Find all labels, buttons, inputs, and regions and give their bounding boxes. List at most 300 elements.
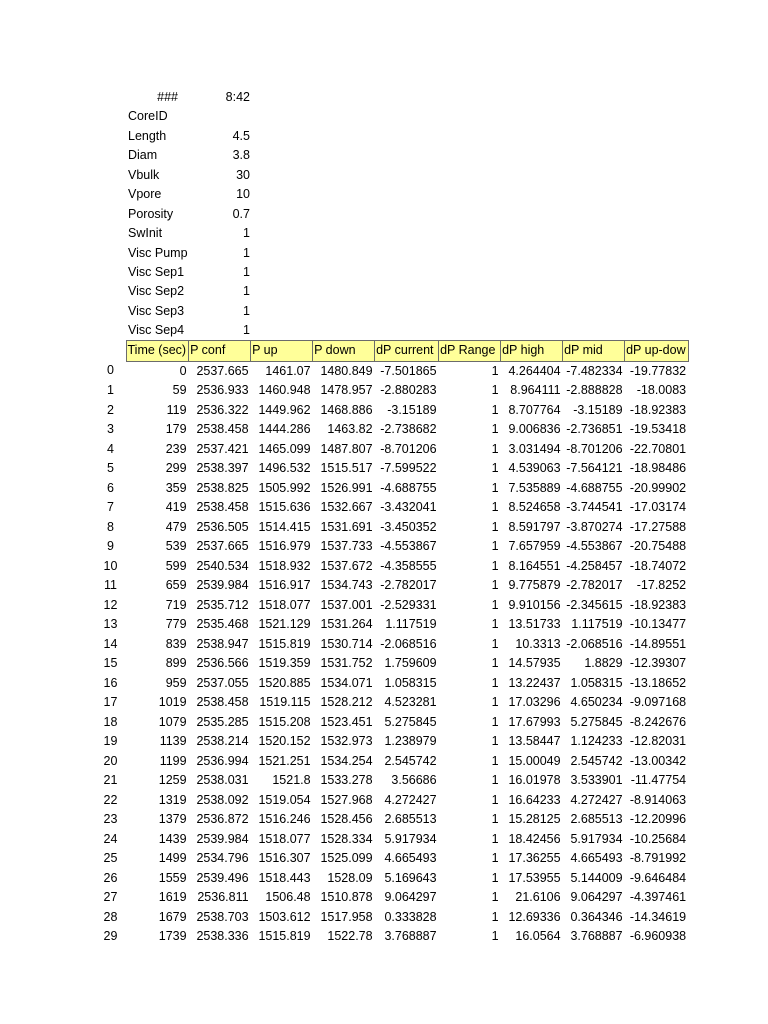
table-cell: 2539.984: [196, 578, 249, 592]
table-cell: 13.22437: [508, 675, 561, 690]
table-cell: 1: [491, 792, 499, 807]
table-cell: 1518.932: [258, 558, 311, 573]
table-cell: 2537.055: [196, 675, 249, 690]
table-cell: -8.242676: [629, 714, 687, 729]
table-cell: -3.450352: [380, 519, 437, 534]
column-header: P conf: [189, 341, 251, 362]
row-index: 18: [103, 714, 118, 729]
table-cell: -10.13477: [629, 617, 687, 631]
table-cell: -9.097168: [629, 695, 687, 709]
table-cell: 899: [165, 656, 187, 670]
table-row: [96, 693, 688, 713]
table-row: [96, 381, 688, 401]
table-cell: 1517.958: [320, 909, 373, 924]
table-cell: 2536.505: [196, 519, 249, 534]
table-cell: 1496.532: [258, 461, 311, 475]
table-cell: -8.914063: [629, 792, 687, 807]
table-cell: -10.25684: [629, 831, 687, 846]
table-cell: 1531.752: [320, 656, 373, 670]
table-cell: 599: [165, 558, 187, 573]
table-cell: 1: [491, 539, 499, 553]
table-row: [96, 849, 688, 869]
table-cell: -2.888828: [566, 383, 623, 397]
table-cell: -3.15189: [387, 402, 437, 417]
metadata-label: Visc Sep4: [128, 323, 185, 338]
table-cell: 1: [491, 773, 499, 787]
table-cell: 1528.334: [320, 831, 373, 846]
table-cell: 1: [491, 909, 499, 924]
table-cell: 9.775879: [508, 578, 561, 592]
table-cell: 2538.092: [196, 792, 249, 807]
header-row: [96, 341, 688, 362]
table-cell: -17.03174: [629, 500, 687, 514]
row-index: 8: [107, 519, 114, 534]
metadata-label: SwInit: [128, 226, 163, 241]
table-cell: 13.51733: [508, 617, 561, 631]
table-row: [96, 791, 688, 811]
table-cell: -20.99902: [629, 480, 687, 495]
table-row: [96, 479, 688, 499]
table-row: [96, 908, 688, 928]
metadata-value: 1: [243, 323, 250, 338]
table-cell: 1439: [158, 831, 187, 846]
table-cell: -14.89551: [629, 636, 687, 651]
table-row: [96, 752, 688, 772]
table-cell: 9.006836: [508, 422, 561, 436]
metadata-row: [128, 146, 250, 165]
table-cell: 2535.468: [196, 617, 249, 631]
table-cell: 1: [491, 656, 499, 670]
table-cell: 1: [491, 402, 499, 417]
table-cell: 1516.246: [258, 812, 311, 826]
table-cell: 1079: [158, 714, 187, 729]
table-cell: 1516.917: [258, 578, 311, 592]
table-cell: 1518.443: [258, 870, 311, 885]
row-index: 29: [103, 929, 118, 943]
table-cell: 1379: [158, 812, 187, 826]
table-cell: 1: [491, 675, 499, 690]
table-cell: 1: [491, 441, 499, 456]
table-cell: -2.345615: [566, 597, 623, 612]
metadata-row: [128, 88, 250, 107]
table-cell: 1526.991: [320, 480, 373, 495]
table-cell: 16.64233: [508, 792, 561, 807]
table-cell: 2538.825: [196, 480, 249, 495]
table-cell: 0: [179, 363, 187, 378]
table-cell: 2538.031: [196, 773, 249, 787]
metadata-value: 30: [236, 167, 250, 182]
table-cell: 8.164551: [508, 558, 561, 573]
table-cell: 5.144009: [570, 870, 623, 885]
metadata-value: 1: [243, 245, 250, 260]
table-cell: 16.0564: [515, 929, 561, 943]
table-cell: 1619: [158, 890, 187, 904]
row-index: 9: [107, 539, 114, 553]
metadata-value: 8:42: [225, 90, 250, 104]
table-cell: -3.15189: [573, 402, 623, 417]
table-cell: 2538.214: [196, 734, 249, 748]
table-cell: 1444.286: [258, 422, 311, 436]
table-cell: 10.3313: [515, 636, 561, 651]
table-cell: 1523.451: [320, 714, 373, 729]
table-cell: 2536.322: [196, 402, 249, 417]
table-cell: 1: [491, 695, 499, 709]
metadata-label: Vbulk: [128, 167, 160, 182]
table-cell: -4.553867: [566, 539, 623, 553]
metadata-row: [128, 263, 250, 282]
table-row: [96, 518, 688, 538]
table-cell: -18.98486: [629, 461, 687, 475]
table-cell: 0.364346: [570, 909, 623, 924]
table-cell: 1019: [158, 695, 187, 709]
table-cell: 4.539063: [508, 461, 561, 475]
table-cell: 1: [491, 500, 499, 514]
table-cell: 1518.077: [258, 597, 311, 612]
table-cell: 719: [165, 597, 187, 612]
table-cell: 7.657959: [508, 539, 561, 553]
table-cell: 4.523281: [384, 695, 437, 709]
table-cell: 1528.09: [327, 870, 373, 885]
table-cell: 1.117519: [385, 617, 437, 631]
table-cell: 299: [165, 461, 187, 475]
table-cell: 4.665493: [570, 851, 623, 865]
metadata-label: Length: [128, 128, 167, 143]
table-cell: 2538.336: [196, 929, 249, 943]
table-cell: 359: [165, 480, 187, 495]
table-cell: 8.591797: [508, 519, 561, 534]
metadata-label: Visc Sep1: [128, 264, 185, 279]
table-cell: 8.707764: [508, 402, 561, 417]
table-cell: 13.58447: [508, 734, 561, 748]
row-index: 16: [103, 675, 118, 690]
row-index: 10: [103, 558, 118, 573]
table-cell: 3.031494: [508, 441, 561, 456]
table-row: [96, 401, 688, 421]
table-cell: -4.258457: [566, 558, 623, 573]
table-row: [96, 654, 688, 674]
table-cell: 14.57935: [508, 656, 561, 670]
row-index: 17: [103, 695, 118, 709]
metadata-row: [128, 127, 250, 146]
table-cell: 839: [165, 636, 187, 651]
table-cell: -8.701206: [566, 441, 623, 456]
table-cell: 1559: [158, 870, 187, 885]
table-cell: 1.8829: [584, 656, 623, 670]
row-index: 3: [107, 422, 114, 436]
table-cell: 1510.878: [320, 890, 373, 904]
table-cell: -2.529331: [380, 597, 437, 612]
table-row: [96, 635, 688, 655]
table-cell: 1503.612: [258, 909, 311, 924]
table-cell: 2538.397: [196, 461, 249, 475]
table-cell: 1520.885: [258, 675, 311, 690]
table-cell: 1534.743: [320, 578, 373, 592]
table-cell: -14.34619: [629, 909, 687, 924]
metadata-value: 4.5: [232, 128, 250, 143]
table-row: [96, 537, 688, 557]
table-cell: -7.564121: [566, 461, 623, 475]
table-cell: 1: [491, 734, 499, 748]
table-row: [96, 459, 688, 479]
table-cell: 1463.82: [327, 422, 373, 436]
table-cell: 1: [491, 558, 499, 573]
table-cell: 1.117519: [571, 617, 623, 631]
table-cell: -18.92383: [629, 402, 687, 417]
table-cell: 1487.807: [320, 441, 373, 456]
column-header: dP high: [501, 341, 563, 362]
table-cell: -2.736851: [566, 422, 623, 436]
table-cell: 1528.456: [320, 812, 373, 826]
metadata-row: [128, 282, 250, 301]
row-index: 26: [103, 870, 118, 885]
table-cell: 1530.714: [320, 636, 373, 651]
table-cell: -7.599522: [380, 461, 437, 475]
table-cell: -20.75488: [629, 539, 687, 553]
table-row: [96, 576, 688, 596]
table-cell: 1537.001: [320, 597, 373, 612]
table-cell: 539: [165, 539, 187, 553]
metadata-value: 1: [243, 264, 250, 279]
metadata-row: [128, 107, 250, 126]
table-row: [96, 927, 688, 947]
table-cell: 2.685513: [570, 812, 623, 826]
table-cell: -17.8252: [636, 578, 687, 592]
table-cell: 1468.886: [320, 402, 373, 417]
table-cell: -7.501865: [380, 363, 437, 378]
table-cell: 1534.071: [320, 675, 373, 690]
table-cell: 1460.948: [258, 383, 311, 397]
table-cell: 1531.264: [320, 617, 373, 631]
table-cell: 1505.992: [258, 480, 311, 495]
row-index: 1: [107, 383, 114, 397]
metadata-label: Visc Sep3: [128, 303, 185, 318]
table-cell: 9.910156: [508, 597, 561, 612]
table-cell: 17.67993: [508, 714, 561, 729]
table-cell: 1516.307: [258, 851, 311, 865]
table-cell: 1199: [159, 753, 187, 768]
table-cell: 4.264404: [508, 363, 561, 378]
table-cell: -12.39307: [629, 656, 687, 670]
table-cell: -4.358555: [380, 558, 437, 573]
table-cell: 1.058315: [570, 675, 623, 690]
table-cell: 1461.07: [265, 363, 311, 378]
table-cell: 1465.099: [258, 441, 311, 456]
row-index: 7: [107, 500, 114, 514]
table-cell: 59: [172, 383, 187, 397]
table-cell: 1515.819: [258, 929, 311, 943]
table-cell: 7.535889: [508, 480, 561, 495]
table-cell: 1679: [158, 909, 187, 924]
metadata-value: 1: [243, 303, 250, 318]
table-cell: 1514.415: [258, 519, 311, 534]
table-cell: -2.068516: [566, 636, 623, 651]
table-cell: 3.56686: [391, 773, 437, 787]
table-cell: 2538.947: [196, 636, 249, 651]
table-cell: 779: [165, 617, 187, 631]
table-cell: 1.238979: [384, 734, 437, 748]
table-cell: 17.03296: [508, 695, 561, 709]
metadata-label: Visc Sep2: [128, 284, 185, 299]
table-cell: 3.533901: [570, 773, 623, 787]
column-header: Time (sec): [126, 341, 189, 362]
row-index: 6: [107, 480, 114, 495]
table-cell: 1: [491, 636, 499, 651]
table-cell: 1521.251: [258, 753, 311, 768]
row-index: 22: [103, 792, 118, 807]
table-cell: 4.665493: [384, 851, 437, 865]
metadata-row: [128, 244, 250, 263]
table-cell: 2536.933: [196, 383, 249, 397]
table-row: [96, 615, 688, 635]
table-cell: -3.870274: [566, 519, 623, 534]
table-row: [96, 674, 688, 694]
table-cell: 12.69336: [508, 909, 561, 924]
table-cell: 1532.667: [320, 500, 373, 514]
table-cell: -11.47754: [630, 773, 687, 787]
row-index: 11: [104, 578, 117, 592]
table-cell: 1537.672: [320, 558, 373, 573]
table-cell: 239: [165, 441, 187, 456]
table-cell: 1: [491, 714, 499, 729]
metadata-label: Vpore: [128, 187, 162, 202]
table-cell: 1: [491, 383, 499, 397]
column-header: dP mid: [563, 341, 625, 362]
table-cell: 3.768887: [570, 929, 623, 943]
table-cell: 2538.458: [196, 422, 249, 436]
table-cell: 1: [491, 812, 499, 826]
row-index: 15: [103, 656, 118, 670]
table-cell: -4.397461: [629, 890, 687, 904]
table-cell: 1515.517: [320, 461, 373, 475]
table-row: [96, 869, 688, 889]
table-cell: 21.6106: [515, 890, 561, 904]
row-index: 13: [103, 617, 118, 631]
table-cell: 1: [491, 890, 499, 904]
table-cell: 2539.984: [196, 831, 249, 846]
metadata-value: 3.8: [232, 148, 250, 163]
table-cell: 1533.278: [320, 773, 373, 787]
table-cell: -3.744541: [566, 500, 623, 514]
row-index: 4: [107, 441, 114, 456]
table-cell: -12.82031: [629, 734, 687, 748]
table-cell: 1: [491, 461, 499, 475]
table-cell: -7.482334: [566, 363, 623, 378]
table-cell: 1: [491, 831, 499, 846]
table-cell: 1: [491, 422, 499, 436]
table-cell: 5.275845: [384, 714, 437, 729]
table-cell: -9.646484: [629, 870, 687, 885]
metadata-value: 0.7: [232, 206, 250, 221]
table-cell: 1: [491, 929, 499, 943]
metadata-label: Visc Pump: [128, 245, 188, 260]
metadata-row: [128, 185, 250, 204]
column-header: dP current: [375, 341, 439, 362]
table-cell: -4.688755: [380, 480, 437, 495]
table-cell: 2536.566: [196, 656, 249, 670]
metadata-row: [128, 166, 250, 185]
table-row: [96, 596, 688, 616]
table-cell: 959: [165, 675, 187, 690]
table-cell: 1499: [158, 851, 187, 865]
row-index: 23: [103, 812, 118, 826]
metadata-row: [128, 205, 250, 224]
table-cell: -2.880283: [380, 383, 437, 397]
table-cell: 2535.285: [196, 714, 249, 729]
table-cell: -2.068516: [380, 636, 437, 651]
table-cell: 2540.534: [196, 558, 249, 573]
column-header: P up: [251, 341, 313, 362]
row-index: 0: [107, 363, 114, 378]
table-cell: 1518.077: [258, 831, 311, 846]
table-cell: -2.782017: [566, 578, 623, 592]
row-index: 21: [103, 773, 118, 787]
row-index: 2: [107, 402, 114, 417]
table-cell: -4.553867: [380, 539, 437, 553]
table-row: [96, 888, 688, 908]
table-cell: 18.42456: [508, 831, 561, 846]
table-cell: 1515.208: [258, 714, 311, 729]
table-cell: 1.759609: [384, 656, 437, 670]
table-row: [96, 440, 688, 460]
table-cell: 5.917934: [570, 831, 623, 846]
table-cell: 1506.48: [265, 890, 311, 904]
row-index: 27: [103, 890, 118, 904]
metadata-label: Diam: [128, 148, 158, 163]
table-cell: -22.70801: [629, 441, 687, 456]
table-cell: 2536.872: [196, 812, 249, 826]
row-index: 14: [103, 636, 118, 651]
table-cell: 2538.703: [196, 909, 249, 924]
table-cell: 1521.129: [258, 617, 311, 631]
table-cell: 659: [165, 578, 187, 592]
table-cell: 1: [491, 753, 499, 768]
table-cell: 1.058315: [384, 675, 437, 690]
table-cell: 5.917934: [384, 831, 437, 846]
table-cell: 17.53955: [508, 870, 561, 885]
table-cell: 5.275845: [570, 714, 623, 729]
table-cell: 2537.665: [196, 539, 249, 553]
table-cell: 2538.458: [196, 500, 249, 514]
metadata-label: ###: [157, 90, 178, 104]
table-row: [96, 498, 688, 518]
table-cell: 1528.212: [320, 695, 373, 709]
table-cell: 15.00049: [508, 753, 561, 768]
metadata-label: Porosity: [128, 206, 174, 221]
data-table: [96, 340, 689, 947]
table-row: [96, 830, 688, 850]
table-cell: 2536.811: [197, 890, 249, 904]
table-cell: 3.768887: [384, 929, 437, 943]
table-row: [96, 557, 688, 577]
metadata-value: 10: [236, 187, 250, 202]
row-index: 20: [103, 753, 118, 768]
table-cell: 1478.957: [320, 383, 373, 397]
table-cell: 1515.636: [258, 500, 311, 514]
table-cell: 1: [491, 597, 499, 612]
table-cell: 0.333828: [384, 909, 437, 924]
row-index: 5: [107, 461, 114, 475]
row-index: 25: [103, 851, 118, 865]
table-cell: 1449.962: [258, 402, 311, 417]
table-cell: 1139: [159, 734, 187, 748]
table-cell: 1520.152: [258, 734, 311, 748]
table-cell: 4.272427: [570, 792, 623, 807]
table-cell: 1527.968: [320, 792, 373, 807]
table-row: [96, 420, 688, 440]
table-cell: 2535.712: [196, 597, 249, 612]
metadata-row: [128, 302, 250, 321]
table-cell: -2.782017: [380, 578, 437, 592]
